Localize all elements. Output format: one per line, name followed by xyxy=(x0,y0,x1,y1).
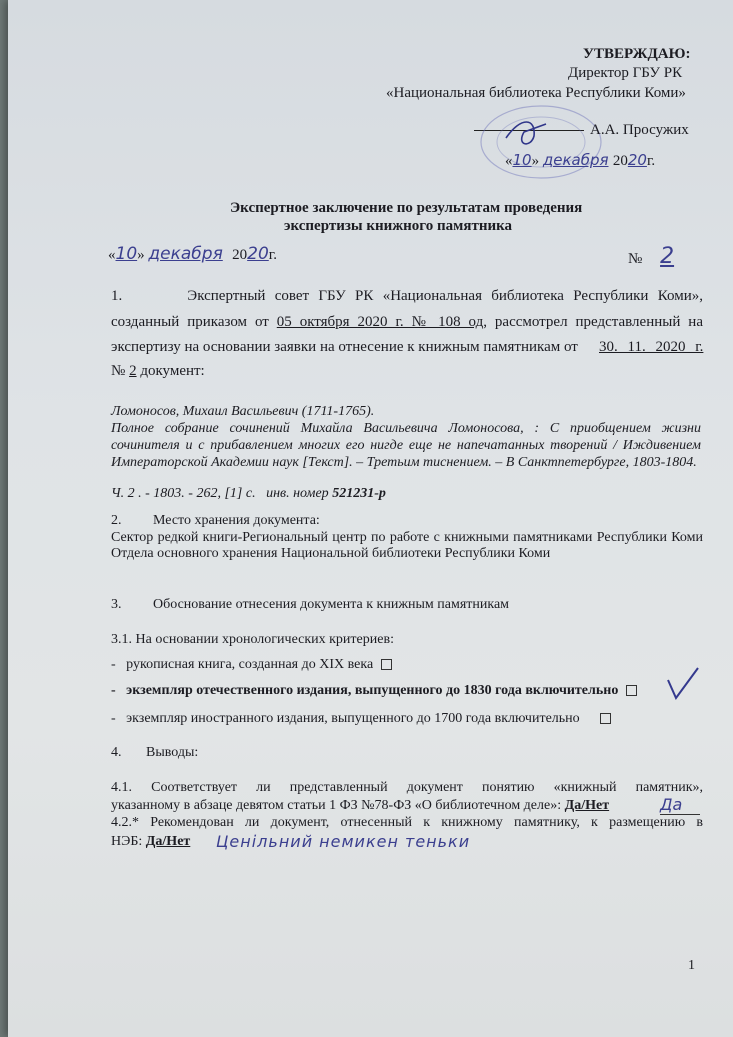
conclusion-date: «10» декабря 2020г. xyxy=(108,244,277,264)
storage-location: Сектор редкой книги-Региональный центр по работе с книжными памятниками Республики Коми Отдела основного хранения Национальной библиотеки Республики Коми xyxy=(111,530,703,561)
conclusion-4-1-line2: указанному в абзаце девятом статьи 1 ФЗ №78-ФЗ «О библиотечном деле»: Да/Нет xyxy=(111,798,610,813)
criterion-foreign-edition: - экземпляр иностранного издания, выпущенного до 1700 года включительно xyxy=(111,711,611,727)
section1-line4: № 2 документ: xyxy=(111,363,205,379)
criterion-foreign-checkbox[interactable] xyxy=(600,713,611,724)
answer-4-2-note: Ценільний немикен теньки xyxy=(216,832,471,851)
section2-heading: 2. Место хранения документа: xyxy=(111,513,320,528)
section1-line2: созданный приказом от 05 октября 2020 г. № 108 од, рассмотрел представленный на xyxy=(111,314,703,330)
conclusion-4-1-line1: 4.1. Соответствует ли представленный документ понятию «книжный памятник», xyxy=(111,780,703,795)
criterion-manuscript: - рукописная книга, созданная до XIX века xyxy=(111,657,392,673)
answer-4-1: Да xyxy=(660,795,700,815)
document-title-line2: экспертизы книжного памятника xyxy=(284,218,513,234)
director-name: А.А. Просужих xyxy=(590,122,689,138)
criterion-domestic-checkbox[interactable] xyxy=(626,685,637,696)
page-number: 1 xyxy=(688,958,695,973)
document-page xyxy=(8,0,733,1037)
document-title-line1: Экспертное заключение по результатам проведения xyxy=(230,200,583,216)
approval-position: Директор ГБУ РК xyxy=(568,65,683,81)
criterion-manuscript-checkbox[interactable] xyxy=(381,659,392,670)
criterion-domestic-edition: - экземпляр отечественного издания, выпущенного до 1830 года включительно xyxy=(111,683,637,699)
section1-line3: экспертизу на основании заявки на отнесение к книжным памятникам от xyxy=(111,339,578,355)
bib-volume: Ч. 2 . - 1803. - 262, [1] с. инв. номер 521231-р xyxy=(111,486,386,501)
conclusion-number: № 2 xyxy=(628,244,675,269)
check-mark-icon xyxy=(664,664,702,704)
section4-heading: 4. Выводы: xyxy=(111,745,199,760)
approval-date: «10» декабря 2020г. xyxy=(505,151,656,169)
conclusion-4-2-line1: 4.2.* Рекомендован ли документ, отнесенный к книжному памятнику, к размещению в xyxy=(111,815,703,830)
bib-author: Ломоносов, Михаил Васильевич (1711-1765). xyxy=(111,404,375,419)
approval-organization: «Национальная библиотека Республики Коми» xyxy=(386,85,686,101)
section3-heading: 3. Обоснование отнесения документа к книжным памятникам xyxy=(111,597,510,612)
criteria-subheading: 3.1. На основании хронологических критериев: xyxy=(111,632,394,647)
conclusion-4-2-line2: НЭБ: Да/Нет xyxy=(111,834,191,849)
bib-title: Полное собрание сочинений Михайла Васильевича Ломоносова, : С приобщением жизни сочинителя и с прибавлением многих его нигде еще не напечатанных творений / Иждивением Императорской Академии наук [Текст]. – Третьим тиснением. – В Санктпетербурге, 1803-1804. xyxy=(111,421,701,470)
section1-line1: 1. Экспертный совет ГБУ РК «Национальная библиотека Республики Коми», xyxy=(111,288,703,304)
approval-title: УТВЕРЖДАЮ: xyxy=(583,46,691,62)
application-date: 30. 11. 2020 г. xyxy=(599,339,704,355)
